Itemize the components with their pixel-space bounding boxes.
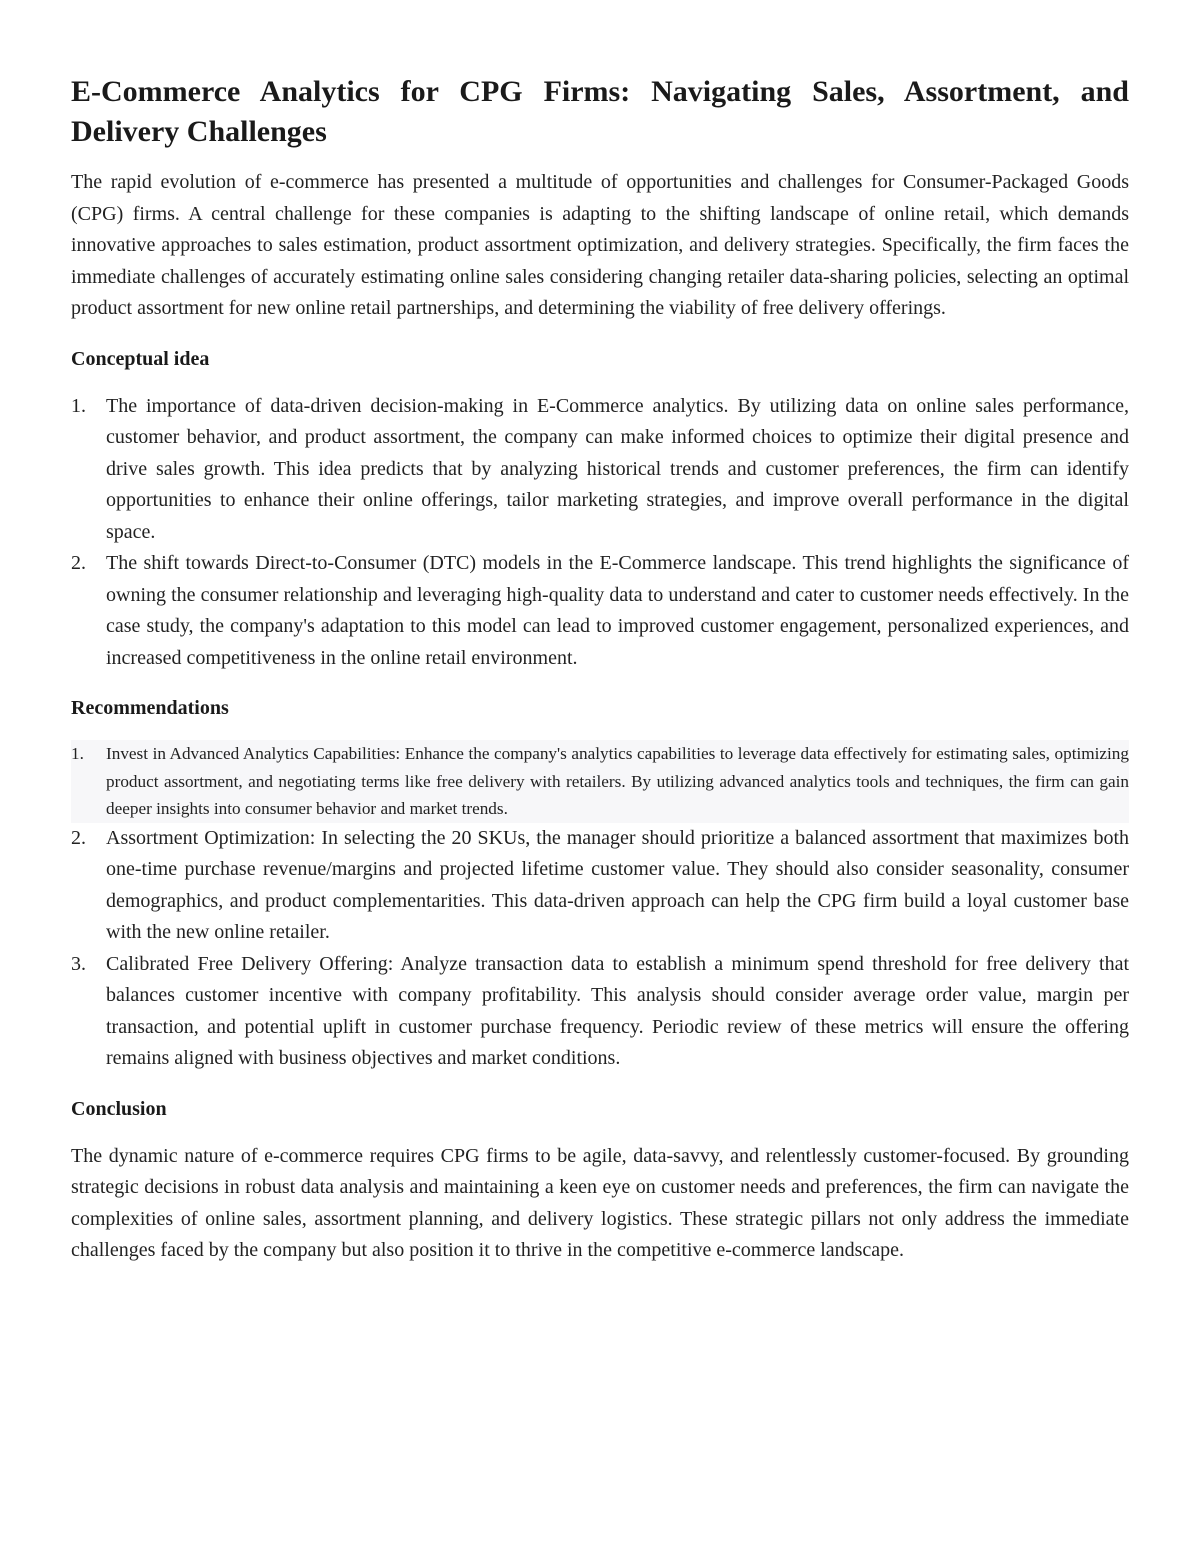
list-item-text: Invest in Advanced Analytics Capabilities: Enhance the company's analytics capabilities to leverage data effectively for estimating sales, optimizing product assortment, and negotiating terms like free delivery with retailers. By utilizing advanced analytics tools and techniques, the firm can gain deeper insights into consumer behavior and market trends. — [106, 744, 1129, 818]
document-page — [71, 72, 1129, 1267]
list-item-number: 1. — [71, 394, 86, 417]
conclusion-paragraph: The dynamic nature of e-commerce requires CPG firms to be agile, data-savvy, and relentlessly customer-focused. By grounding strategic decisions in robust data analysis and maintaining a keen eye on customer needs and preferences, the firm can navigate the complexities of online sales, assortment planning, and delivery logistics. These strategic pillars not only address the immediate challenges faced by the company but also position it to thrive in the competitive e-commerce landscape. — [71, 1144, 1129, 1261]
document-title: E-Commerce Analytics for CPG Firms: Navigating Sales, Assortment, and Delivery Challenges — [71, 75, 1129, 148]
recommendations-heading: Recommendations — [71, 697, 229, 719]
list-item-number: 2. — [71, 552, 86, 574]
list-item-number: 3. — [71, 952, 86, 975]
conceptual-idea-heading: Conceptual idea — [71, 347, 210, 370]
conclusion-heading: Conclusion — [71, 1097, 167, 1120]
list-item — [71, 740, 1129, 823]
list-item-number: 2. — [71, 826, 86, 849]
list-item — [71, 823, 1129, 949]
list-item-number: 1. — [71, 744, 84, 763]
list-item-text: The shift towards Direct-to-Consumer (DTC) models in the E-Commerce landscape. This trend highlights the significance of owning the consumer relationship and leveraging high-quality data to understand and cater to customer needs effectively. In the case study, the company's adaptation to this model can lead to improved customer engagement, personalized experiences, and increased competitiveness in the online retail environment. — [106, 552, 1129, 669]
list-item — [71, 949, 1129, 1075]
list-item-text: Assortment Optimization: In selecting the 20 SKUs, the manager should prioritize a balanced assortment that maximizes both one-time purchase revenue/margins and projected lifetime customer value. They should also consider seasonality, consumer demographics, and product complementarities. This data-driven approach can help the CPG firm build a loyal customer base with the new online retailer. — [106, 826, 1129, 943]
recommendations-list — [71, 740, 1129, 1075]
list-item — [71, 391, 1129, 549]
list-item-text: The importance of data-driven decision-making in E-Commerce analytics. By utilizing data on online sales performance, customer behavior, and product assortment, the company can make informed choices to optimize their digital presence and drive sales growth. This idea predicts that by analyzing historical trends and customer preferences, the firm can identify opportunities to enhance their online offerings, tailor marketing strategies, and improve overall performance in the digital space. — [106, 394, 1129, 543]
list-item — [71, 548, 1129, 674]
list-item-text: Calibrated Free Delivery Offering: Analyze transaction data to establish a minimum spend threshold for free delivery that balances customer incentive with company profitability. This analysis should consider average order value, margin per transaction, and potential uplift in customer purchase frequency. Periodic review of these metrics will ensure the offering remains aligned with business objectives and market conditions. — [106, 952, 1129, 1069]
intro-paragraph: The rapid evolution of e-commerce has presented a multitude of opportunities and challenges for Consumer-Packaged Goods (CPG) firms. A central challenge for these companies is adapting to the shifting landscape of online retail, which demands innovative approaches to sales estimation, product assortment optimization, and delivery strategies. Specifically, the firm faces the immediate challenges of accurately estimating online sales considering changing retailer data-sharing policies, selecting an optimal product assortment for new online retail partnerships, and determining the viability of free delivery offerings. — [71, 171, 1129, 319]
conceptual-idea-list — [71, 391, 1129, 675]
